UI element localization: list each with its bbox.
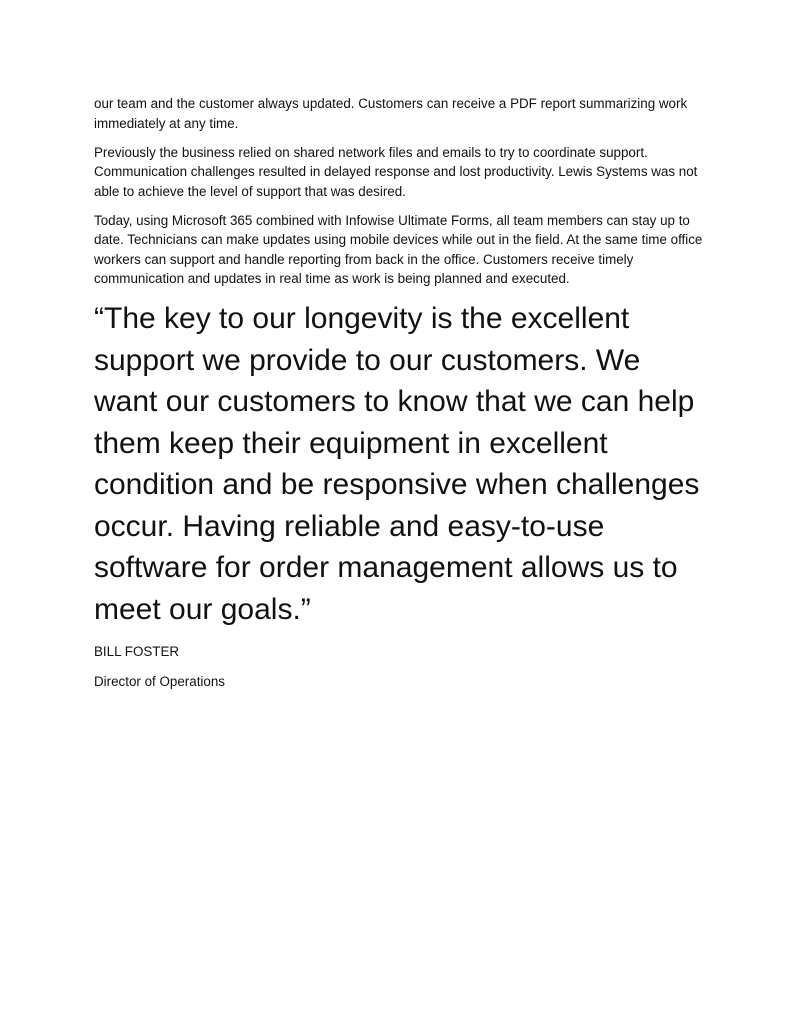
document-body [94,94,710,701]
body-paragraph: Previously the business relied on shared network files and emails to try to coordinate support. Communication challenges resulted in delayed response and lost productivity. Lewis Systems was not able to achieve the level of support that was desired. [94,144,698,199]
quote-author-title: Director of Operations [94,673,225,689]
quote-author-name: BILL FOSTER [94,644,180,659]
body-paragraph: Today, using Microsoft 365 combined with Infowise Ultimate Forms, all team members can stay up to date. Technicians can make updates using mobile devices while out in the field. At the same time office workers can support and handle reporting from back in the office. Customers receive timely communication and updates in real time as work is being planned and executed. [94,212,703,286]
body-paragraph: our team and the customer always updated. Customers can receive a PDF report summarizing work immediately at any time. [94,96,688,131]
pull-quote: “The key to our longevity is the excellent support we provide to our customers. We want our customers to know that we can help them keep their equipment in excellent condition and be responsive when challenges occur. Having reliable and easy-to-use software for order management allows us to meet our goals.” [94,302,700,626]
